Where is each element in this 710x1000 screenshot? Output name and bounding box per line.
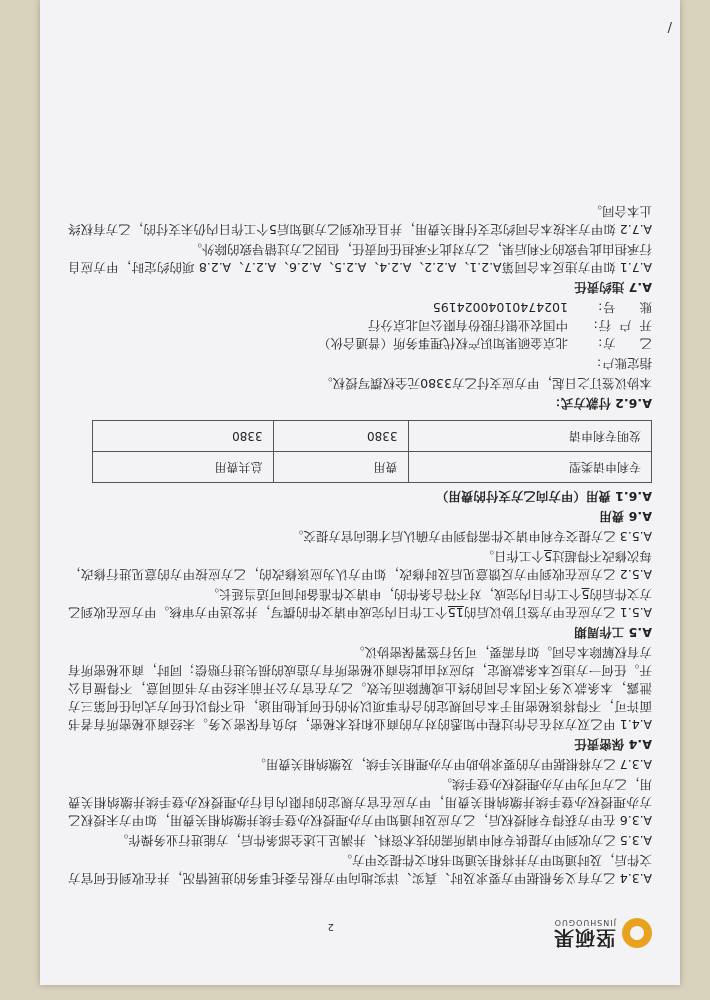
section-title-payment: A.6.2 付款方式： [548,396,652,411]
clause-a37: A.3.7 乙方将根据甲方的要求协助甲方办理相关手续，及缴纳相关费用。 [253,757,652,772]
table-cell: 3380 [93,421,274,452]
table-cell: 3380 [273,421,408,452]
account-key: 开 户 行： [586,318,652,333]
account-details [68,298,652,352]
page-header [68,909,652,949]
clause-a52-days: 5 [544,549,552,564]
page-number: 2 [327,921,334,932]
clause-a52-text: A.5.2 乙方应在收到甲方反馈意见后及时修改，如甲方认为应该修改的，乙方应按甲方的意见进行修改，每次修改不得超过 [68,549,652,582]
clause-a62: 本协议签订之日起，甲方应支付乙方3380元全权撰写授权。 [320,376,652,391]
table-header-cell: 总共费用 [93,452,274,483]
section-title-fees: A.6 费用 [599,509,652,524]
circle-logo-icon [622,918,652,948]
clause-a35: A.3.5 乙方收到甲方提供专利申请所需的技术资料、并满足上述全部条件后，方能进行业务操作。 [115,833,652,848]
account-key: 乙 方： [590,336,652,351]
clause-a52-post: 个工作日。 [481,549,545,564]
clause-a51-pre: A.5.1 乙方应在甲方签订协议后的 [463,605,652,620]
brand-name-cn: 坚硕果 [553,926,616,950]
table-header-cell: 专利申请类型 [408,452,651,483]
table-header-row [93,452,652,483]
clause-a51 [68,585,652,621]
clause-a41: A.4.1 甲乙双方对在合作过程中知悉的对方的商业和技术秘密，均负有保密义务。未经商业秘密所有者书面许可，不得将该秘密用于本合同规定的合作事项以外的任何其他用途，也不得以任何方式向任何第三方泄露，本条款义务不因本合同的终止或解除而失效。乙方在官方公开前未经甲方书面同意，不得擅自公开。任何一方违反本条款规定，均应对由此给商业秘密所有方造成的损失进行赔偿；同时，商业秘密所有方有权解除本合同。如有需要，可另行签署保密协议。 [68,645,652,732]
table-header-cell: 费用 [273,452,408,483]
clause-a52 [68,547,652,583]
document-page [40,0,680,985]
clause-a34: A.3.4 乙方有义务根据甲方要求及时、真实、详实地向甲方报告委托事务的进展情况，并在收到任何官方文件后，及时通知甲方并将相关通知书和文件提交甲方。 [68,853,652,886]
contract-body [68,200,652,887]
brand-text [553,917,616,949]
table-cell: 发明专利申请 [408,421,651,452]
account-title: 指定账户： [589,356,652,371]
clause-a53: A.5.3 乙方提交专利申请文件需得到甲方确认后才能向官方提交。 [290,529,652,544]
brand-name-en: JINSHUOGUO [553,918,616,927]
clause-a51-days: 15 [447,605,464,620]
pen-mark: / [667,19,672,34]
rotated-page-content [40,0,680,985]
clause-a51-days2: 5 [581,587,590,602]
clause-a51-post: 个工作日内完成，对不符合条件的，申请文件准备时间可适当延长。 [206,587,582,602]
account-value: 10247401040024195 [432,300,568,315]
clause-a61: A.6.1 费用（甲方向乙方支付的费用） [435,489,652,504]
account-value: 北京金硕果知识产权代理事务所（普通合伙） [317,336,568,351]
clause-a72: A.7.2 如甲方未按本合同约定支付相关费用，并且在收到乙方通知后5个工作日内仍未支付的，乙方有权终止本合同。 [68,204,652,237]
section-title-confidentiality: A.4 保密责任 [574,737,652,752]
clause-a71: A.7.1 如甲方违反本合同第A.2.1、A.2.2、A.2.4、A.2.5、A.2.6、A.2.7、A.2.8 项的约定时，甲方应自行承担由此导致的不利后果，乙方对此不承担任何责任，但因乙方过错导致的除外。 [68,242,652,275]
account-row [68,298,652,316]
brand-logo [553,917,652,949]
account-row [68,316,652,334]
clause-a51-mid: 个工作日内完成申请文件的撰写，并发送甲方审核。甲方应在收到乙方文件后的 [68,587,652,620]
account-row [68,334,652,352]
account-key: 账 号： [590,300,652,315]
account-value: 中国农业银行股份有限公司北京分行 [367,318,568,333]
section-title-work-cycle: A.5 工作周期 [574,625,652,640]
section-title-liability: A.7 违约责任 [574,280,652,295]
fee-table [92,420,652,483]
table-row [93,421,652,452]
clause-a36: A.3.6 在甲方获得专利授权后，乙方应及时通知甲方办理授权办登手续并缴纳相关费用，如甲方未授权乙方办理授权办登手续并缴纳相关费用，甲方应在官方规定的时限内自行办理授权办登手续并缴纳相关费用，乙方可为甲方办理授权办登手续。 [68,777,652,828]
